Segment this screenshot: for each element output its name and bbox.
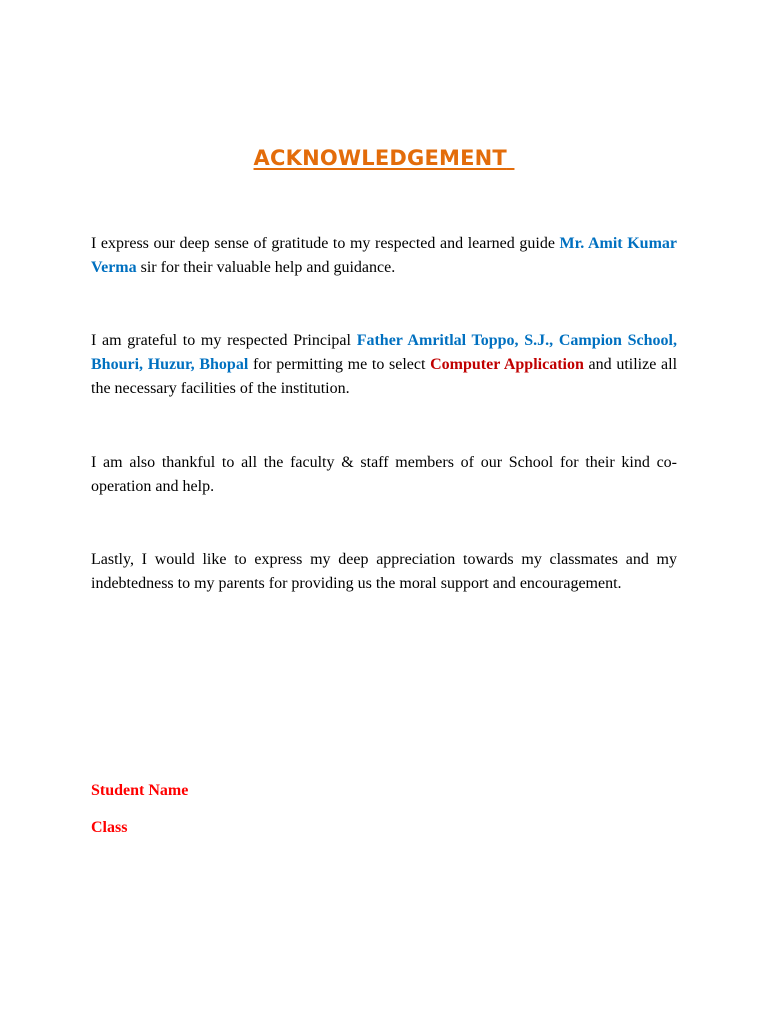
page-title [0, 146, 768, 170]
paragraph-faculty [91, 451, 677, 499]
student-name-label: Student Name [91, 782, 189, 799]
title-text: ACKNOWLEDGEMENT [253, 146, 507, 170]
paragraph-text: sir for their valuable help and guidance. [136, 259, 396, 276]
principal-name: Father Amritlal Toppo, S.J., Campion School, Bhouri, Huzur, Bhopal [91, 332, 678, 373]
subject-name: Computer Application [430, 356, 584, 373]
guide-name: Mr. Amit Kumar Verma [91, 235, 678, 276]
paragraph-appreciation [91, 548, 677, 596]
paragraph-text: I express our deep sense of gratitude to my respected and learned guide [91, 235, 560, 252]
title-trailing-space [507, 146, 515, 170]
paragraph-text: I am grateful to my respected Principal [91, 332, 357, 349]
paragraph-text: Lastly, I would like to express my deep appreciation towards my classmates and my indebtedness to my parents for providing us the moral support and encouragement. [91, 551, 677, 592]
class-label: Class [91, 819, 128, 836]
paragraph-text: for permitting me to select [248, 356, 431, 373]
paragraph-text: I am also thankful to all the faculty & staff members of our School for their kind co-operation and help. [91, 454, 677, 495]
paragraph-text: and utilize all the necessary facilities of the institution. [91, 356, 678, 397]
paragraph-gratitude-guide [91, 232, 677, 280]
paragraph-principal [91, 329, 677, 401]
